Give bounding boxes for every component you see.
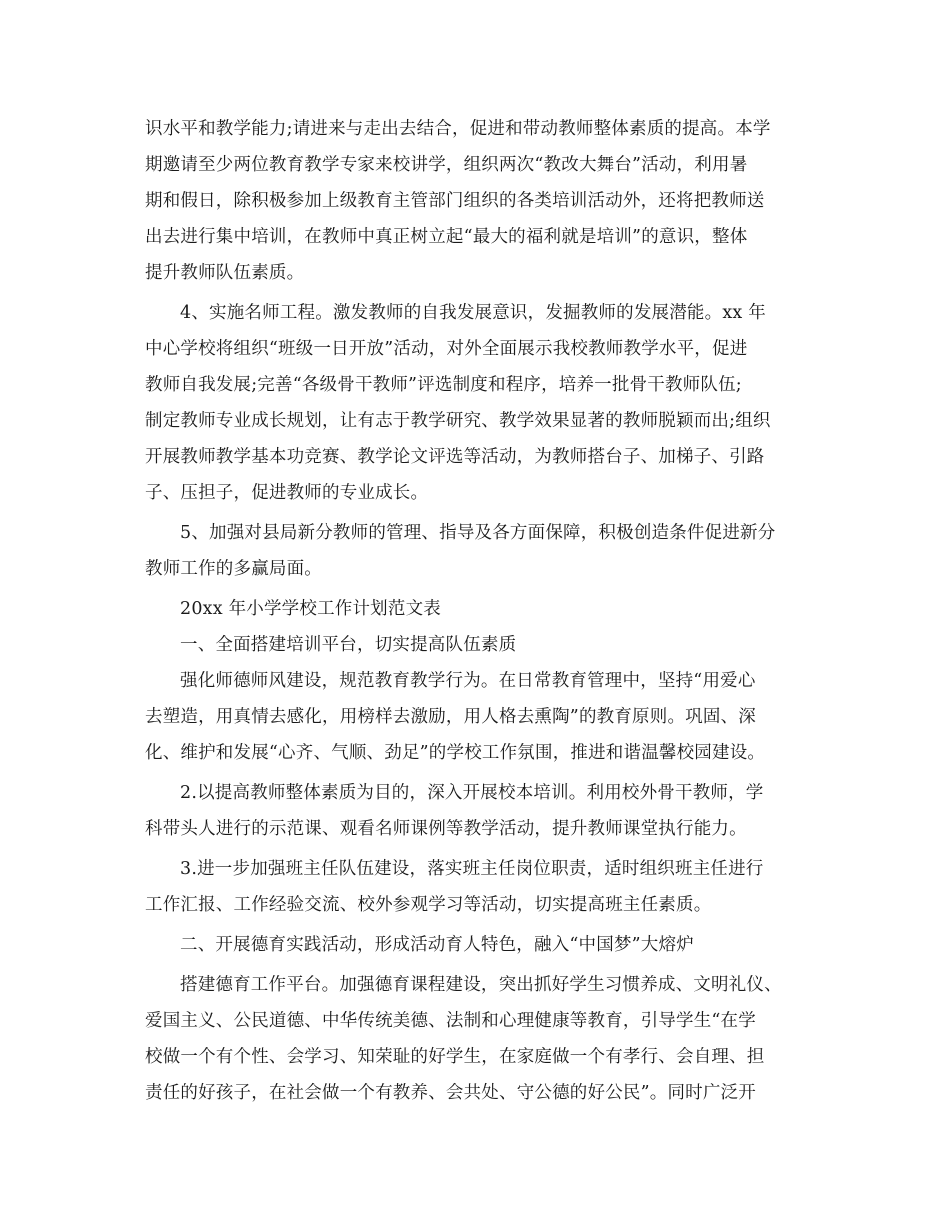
text-line: 去塑造，用真情去感化，用榜样去激励，用人格去熏陶”的教育原则。巩固、深 [145,707,756,727]
text-line: 期和假日，除积极参加上级教育主管部门组织的各类培训活动外，还将把教师送 [145,191,765,211]
text-line: 3.进一步加强班主任队伍建设，落实班主任岗位职责，适时组织班主任进行 [180,859,764,879]
text-line: 教师工作的多赢局面。 [145,559,322,579]
section-heading: 二、开展德育实践活动，形成活动育人特色，融入“中国梦”大熔炉 [180,935,694,955]
text-line: 爱国主义、公民道德、中华传统美德、法制和心理健康等教育，引导学生“在学 [145,1011,756,1031]
text-line: 教师自我发展;完善“各级骨干教师”评选制度和程序，培养一批骨干教师队伍; [145,375,742,395]
text-line: 制定教师专业成长规划，让有志于教学研究、教学效果显著的教师脱颖而出;组织 [145,411,771,431]
text-line: 2.以提高教师整体素质为目的，深入开展校本培训。利用校外骨干教师，学 [180,783,764,803]
text-line: 子、压担子，促进教师的专业成长。 [145,483,429,503]
text-line: 5、加强对县局新分教师的管理、指导及各方面保障，积极创造条件促进新分 [180,523,776,543]
text-line: 化、维护和发展“心齐、气顺、劲足”的学校工作氛围，推进和谐温馨校园建设。 [145,743,766,763]
text-line: 提升教师队伍素质。 [145,263,305,283]
text-line: 识水平和教学能力;请进来与走出去结合，促进和带动教师整体素质的提高。本学 [145,119,771,139]
text-line: 责任的好孩子，在社会做一个有教养、会共处、守公德的好公民”。同时广泛开 [145,1083,756,1103]
text-line: 中心学校将组织“班级一日开放”活动，对外全面展示我校教师教学水平，促进 [145,339,748,359]
text-line: 4、实施名师工程。激发教师的自我发展意识，发掘教师的发展潜能。xx 年 [180,303,766,323]
section-title: 20xx 年小学学校工作计划范文表 [180,599,441,619]
text-line: 工作汇报、工作经验交流、校外参观学习等活动，切实提高班主任素质。 [145,895,712,915]
text-line: 科带头人进行的示范课、观看名师课例等教学活动，提升教师课堂执行能力。 [145,819,747,839]
section-heading: 一、全面搭建培训平台，切实提高队伍素质 [180,635,517,655]
text-line: 校做一个有个性、会学习、知荣耻的好学生，在家庭做一个有孝行、会自理、担 [145,1047,765,1067]
text-line: 出去进行集中培训，在教师中真正树立起“最大的福利就是培训”的意识，整体 [145,227,748,247]
text-line: 搭建德育工作平台。加强德育课程建设，突出抓好学生习惯养成、文明礼仪、 [180,975,782,995]
text-line: 期邀请至少两位教育教学专家来校讲学，组织两次“教改大舞台”活动，利用暑 [145,155,748,175]
text-line: 开展教师教学基本功竞赛、教学论文评选等活动，为教师搭台子、加梯子、引路 [145,447,765,467]
text-line: 强化师德师风建设，规范教育教学行为。在日常教育管理中，坚持“用爱心 [180,671,756,691]
